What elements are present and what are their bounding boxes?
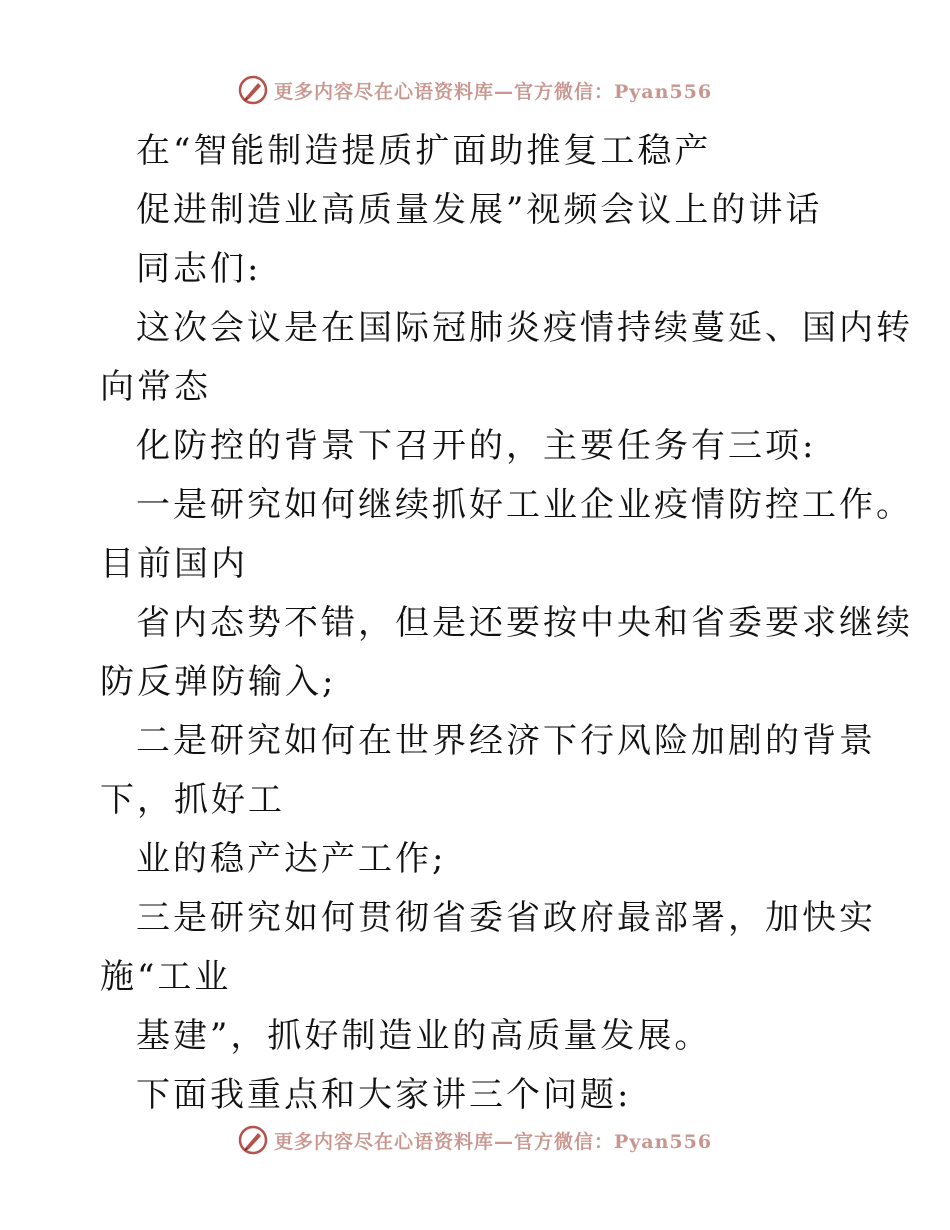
header-watermark: [0, 70, 950, 110]
document-body: [100, 122, 913, 1125]
paragraph-line: 施“工业: [100, 957, 232, 997]
paragraph-line: 省内态势不错，但是还要按中央和省委要求继续: [136, 603, 913, 643]
title-line-2: 促进制造业高质量发展”视频会议上的讲话: [136, 190, 823, 230]
footer-watermark: [0, 1120, 950, 1160]
paragraph-line: 下面我重点和大家讲三个问题:: [136, 1075, 632, 1115]
paragraph-line: 下，抓好工: [100, 780, 285, 820]
title-line-1: 在“智能制造提质扩面助推复工稳产: [136, 131, 712, 171]
watermark-text: 更多内容尽在心语资料库—官方微信：Pyan556: [273, 1130, 713, 1153]
paragraph-line: 目前国内: [100, 544, 248, 584]
paragraph-line: 一是研究如何继续抓好工业企业疫情防控工作。: [136, 485, 913, 525]
pen-logo-icon: [238, 1125, 268, 1155]
paragraph-line: 向常态: [100, 367, 211, 407]
paragraph-line: 这次会议是在国际冠肺炎疫情持续蔓延、国内转: [136, 308, 913, 348]
salutation: 同志们:: [136, 249, 262, 289]
paragraph-line: 三是研究如何贯彻省委省政府最部署，加快实: [136, 898, 876, 938]
watermark-text: 更多内容尽在心语资料库—官方微信：Pyan556: [273, 80, 713, 103]
paragraph-line: 基建”，抓好制造业的高质量发展。: [136, 1016, 712, 1056]
paragraph-line: 业的稳产达产工作;: [136, 839, 447, 879]
paragraph-line: 防反弹防输入;: [100, 662, 337, 702]
paragraph-line: 化防控的背景下召开的，主要任务有三项:: [136, 426, 817, 466]
paragraph-line: 二是研究如何在世界经济下行风险加剧的背景: [136, 721, 876, 761]
pen-logo-icon: [238, 75, 268, 105]
